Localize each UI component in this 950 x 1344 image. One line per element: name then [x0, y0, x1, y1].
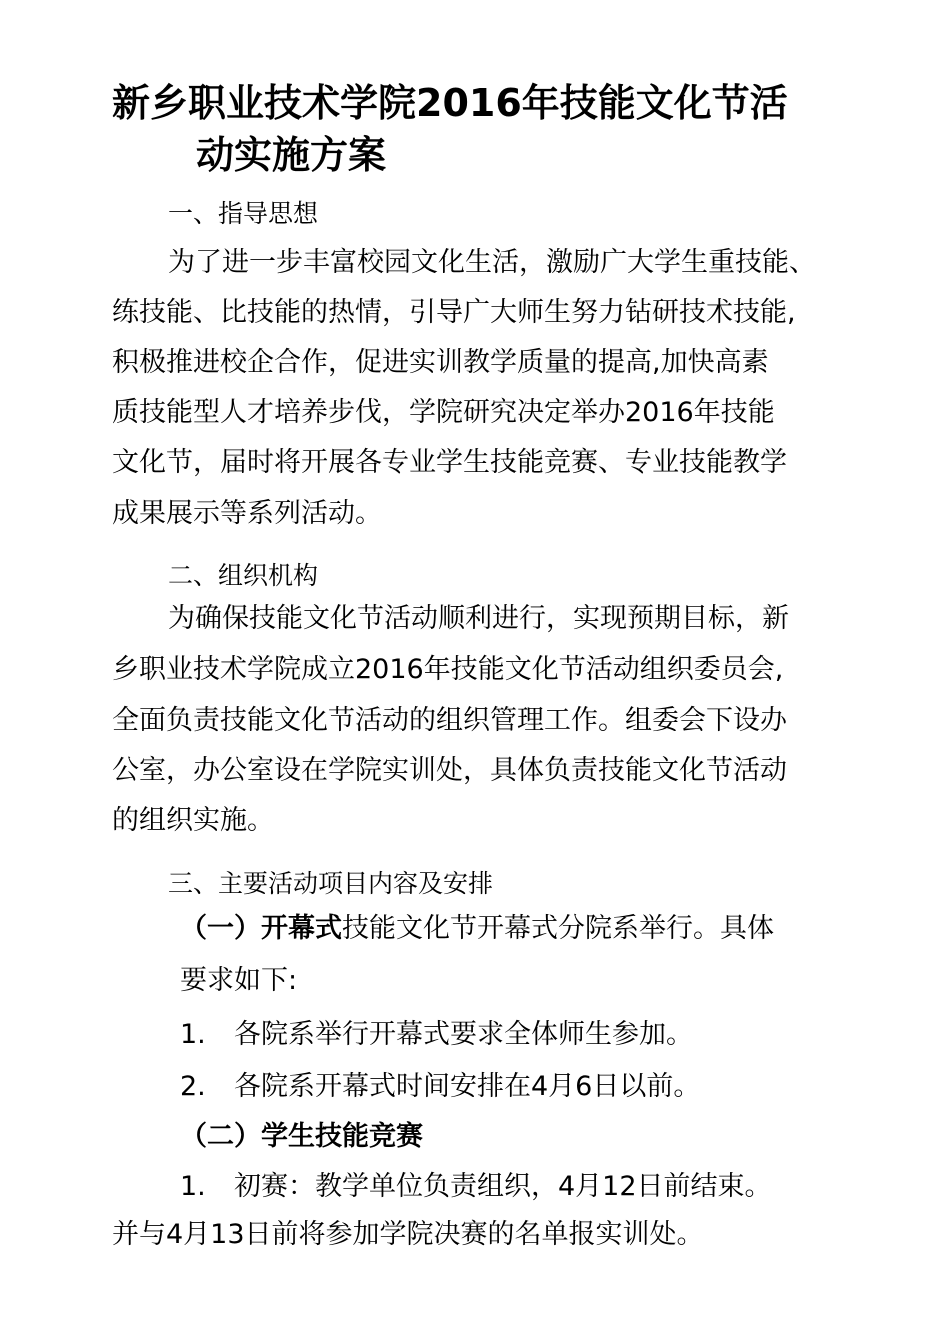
list-item	[180, 1164, 772, 1203]
section2-line: 的组织实施。	[112, 805, 274, 836]
list-item-text: 各院系举行开幕式要求全体师生参加。	[234, 1019, 693, 1050]
section2-line: 全面负责技能文化节活动的组织管理工作。组委会下设办	[112, 705, 787, 736]
section2-line: 公室，办公室设在学院实训处，具体负责技能文化节活动	[112, 755, 787, 786]
section1-line: 文化节，届时将开展各专业学生技能竞赛、专业技能教学	[112, 447, 787, 478]
section2-line: 为确保技能文化节活动顺利进行，实现预期目标，新	[168, 603, 789, 634]
subsection1-label: （一）开幕式	[180, 913, 342, 944]
subsection1-text2: 要求如下:	[180, 965, 298, 996]
section3-heading: 三、主要活动项目内容及安排	[168, 869, 494, 898]
subsection2-continuation: 并与4月13日前将参加学院决赛的名单报实训处。	[112, 1219, 704, 1250]
list-item	[180, 1012, 693, 1051]
section1-line: 成果展示等系列活动。	[112, 498, 382, 529]
document-title-line1: 新乡职业技术学院2016年技能文化节活	[112, 81, 788, 125]
section1-line: 练技能、比技能的热情，引导广大师生努力钻研技术技能,	[112, 297, 796, 328]
list-item-number: 2.	[180, 1071, 206, 1102]
section1-line: 为了进一步丰富校园文化生活，激励广大学生重技能、	[168, 247, 816, 278]
document-title-line2: 动实施方案	[196, 133, 387, 177]
list-item-text: 初赛：教学单位负责组织，4月12日前结束。	[234, 1171, 772, 1202]
section1-line: 积极推进校企合作，促进实训教学质量的提高,加快高素	[112, 347, 769, 378]
subsection2-label: （二）学生技能竞赛	[180, 1121, 423, 1152]
list-item-number: 1.	[180, 1171, 206, 1202]
section1-line: 质技能型人才培养步伐，学院研究决定举办2016年技能	[112, 397, 775, 428]
section1-heading: 一、指导思想	[168, 199, 319, 228]
list-item	[180, 1064, 700, 1103]
subsection1-line	[180, 906, 774, 945]
subsection1-text: 技能文化节开幕式分院系举行。具体	[342, 913, 774, 944]
list-item-number: 1.	[180, 1019, 206, 1050]
section2-line: 乡职业技术学院成立2016年技能文化节活动组织委员会,	[112, 654, 784, 685]
section2-heading: 二、组织机构	[168, 561, 319, 590]
list-item-text: 各院系开幕式时间安排在4月6日以前。	[234, 1071, 701, 1102]
